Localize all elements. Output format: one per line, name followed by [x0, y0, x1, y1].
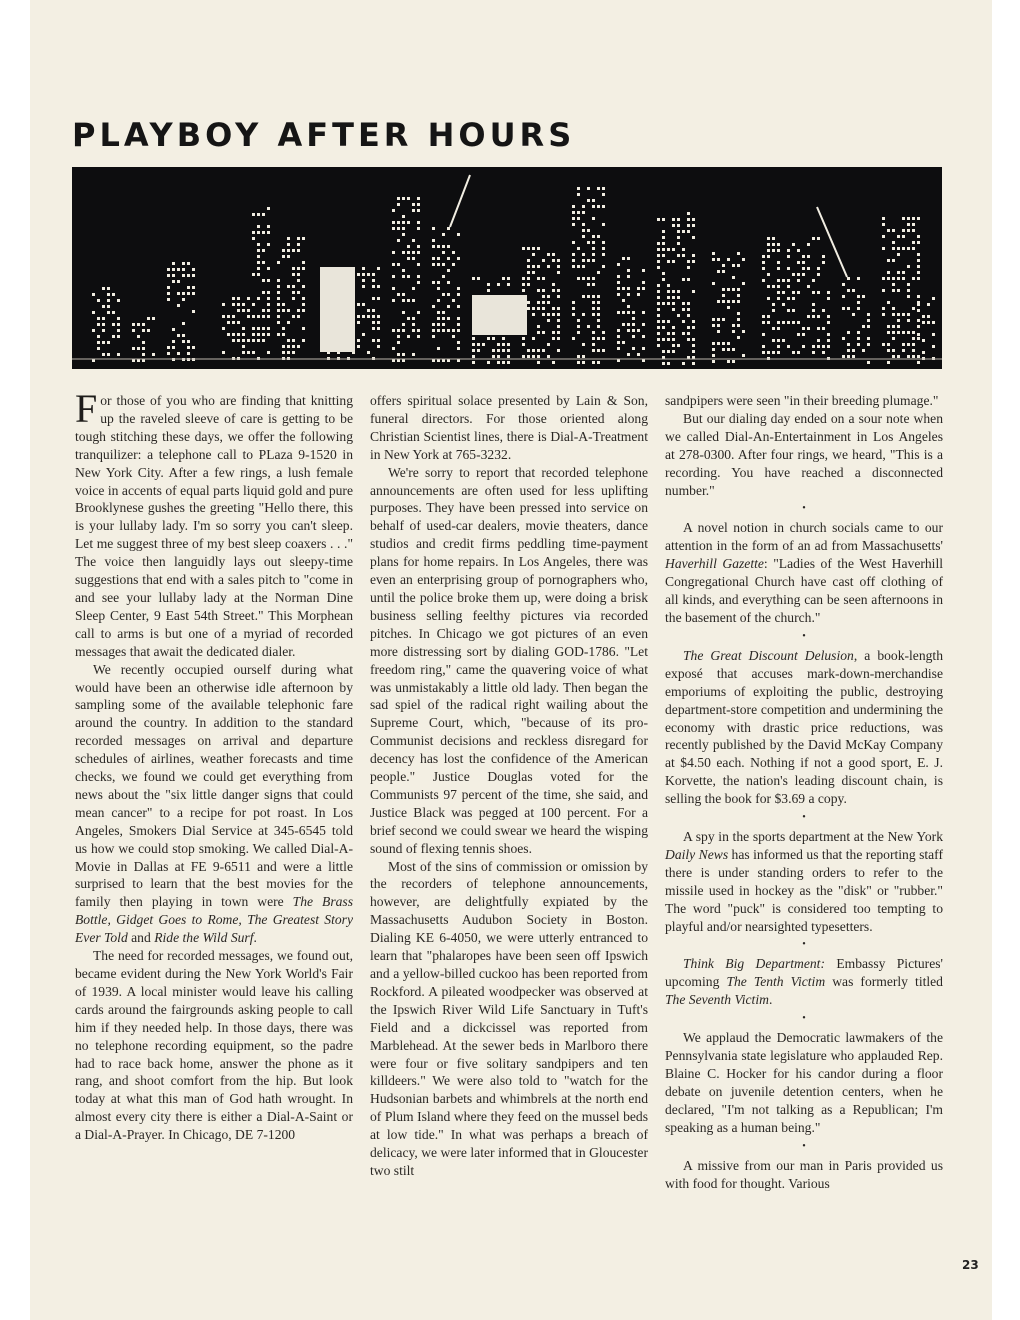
item-separator-dot: •: [802, 812, 806, 824]
item-separator-dot: •: [802, 1013, 806, 1025]
paragraph: But our dialing day ended on a sour note when we called Dial-An-Entertainment in Los Angeles at 278-0300. After four rings, we heard, "This is a recording. You have reached a disconnected number.": [665, 410, 943, 498]
newspaper-name: Daily News: [665, 846, 729, 862]
paragraph: The need for recorded messages, we found out, became evident during the New York World's Fair of 1939. A local minister would leave his calling cards around the fairgrounds asking people to call him if they needed help. In those days, there was no telephone recording equipment, so the padre had to race back home, answer the phone as it rang, and shoot comfort from the hip. But look today at what this man of God hath wrought. In almost every city there is either a Dial-A-Saint or a Dial-A-Prayer. In Chicago, DE 7-1200: [75, 948, 353, 1143]
paragraph-continued: offers spiritual solace presented by Lain & Son, funeral directors. For those oriented along Christian Scientist lines, there is Dial-A-Treatment in New York at 765-3232.: [370, 393, 648, 462]
city-skyline-illustration: [72, 167, 942, 369]
item-separator-dot: •: [802, 1140, 806, 1152]
book-title: The Great Discount Delusion: [683, 647, 854, 663]
column-1: [75, 386, 353, 1144]
newspaper-name: Haverhill Gazette: [665, 556, 764, 572]
item-separator-dot: •: [802, 503, 806, 515]
page-number: 23: [962, 1258, 979, 1272]
paragraph: A spy in the sports department at the New York Daily News has informed us that the reporting staff there is under standing orders to refer to the missile used in hockey as the "disk" or "rubber." The word "puck" is considered too tempting to playful and/or nearsighted typesetters.: [665, 829, 943, 934]
paragraph: A novel notion in church socials came to our attention in the form of an ad from Massachusetts' Haverhill Gazette: "Ladies of the West Haverhill Congregational Church have cast off clothing of all kinds, and everything can be seen afternoons in the basement of the church.": [665, 520, 944, 625]
film-title: The Seventh Victim: [665, 992, 769, 1008]
item-separator-dot: •: [802, 939, 806, 951]
paragraph: The Great Discount Delusion, a book-length exposé that accuses mark-down-merchandise emporiums of exploiting the public, destroying department-store competition and undermining the economy with drastic price reductions, was recently published by the David McKay Company at $4.50 each. Nothing if not a good sport, E. J. Korvette, the nation's leading discount chain, is selling the book for $3.69 a copy.: [665, 647, 944, 807]
drop-cap: F: [75, 386, 98, 431]
column-2: [370, 392, 648, 1180]
paragraph: Most of the sins of commission or omission by the recorders of telephone announcements, however, are delightfully expiated by the Massachusetts Audubon Society in Boston. Dialing KE 6-4050, we were utterly entranced to learn that "phalaropes have been seen off Ipswich and a yellow-billed cuckoo has been reported from Rockford. A pileated woodpecker was observed at the Ipswich River Wild Life Sanctuary in Tuft's Field and a dickcissel was reported from Marblehead. At the sewer beds in Marlboro there were four or five solitary sandpipers and ten killdeers." We were also told to "watch for the Hudsonian barbets and whimbrels at the north end of Plum Island where they feed on the mussel beds at low tide." In what was perhaps a breach of delicacy, we were later informed that in Gloucester two stilt: [370, 858, 648, 1178]
movie-titles: The Brass Bottle, Gidget Goes to Rome, The Greatest Story Ever Told: [75, 894, 353, 946]
department-label: Think Big Department:: [683, 956, 825, 972]
paragraph-continued: sandpipers were seen "in their breeding plumage.": [665, 393, 939, 408]
item-separator-dot: •: [802, 630, 806, 642]
paragraph: We recently occupied ourself during what would have been an otherwise idle afternoon by sampling some of the available telephonic fare around the country. In addition to the standard recorded messages on arrival and departure schedules of airlines, weather forecasts and time checks, we found we could get everything from news about the "six little danger signs that could mean cancer" to a recipe for pot roast. In Los Angeles, Smokers Dial Service at 345-6545 told us how we could stop smoking. We called Dial-A-Movie in Dallas at FE 9-6511 and were a little surprised to learn that the best movies for the family then playing in town were The Brass Bottle, Gidget Goes to Rome, The Greatest Story Ever Told and Ride the Wild Surf.: [75, 661, 353, 946]
paragraph: We're sorry to report that recorded telephone announcements are often used for less uplifting purposes. They have been pressed into service on behalf of used-car dealers, movie theaters, dance studios and credit firms peddling time-payment plans for home repairs. In Los Angeles, there was even an enterprising group of pornographers who, until the police broke them up, were doing a brisk business selling feelthy pictures via recorded pitches. In Chicago we got pictures of an even more distressing sort by dialing GOD-1786. "Let freedom ring," came the quavering voice of what was unmistakably a little old lady. Then began the sad spiel of the radical right wailing about the Supreme Court, which, "because of its pro-Communist decisions and reckless disregard for decency has lost the confidence of the American people." Justice Douglas voted for the Communists 97 percent of the time, she said, and Justice Black was pegged at 100 percent. For a brief second we could swear we heard the wisping sound of flexing tennis shoes.: [370, 464, 648, 856]
column-3: [665, 392, 943, 1192]
paragraph: Think Big Department: Embassy Pictures' upcoming The Tenth Victim was formerly titled The Seventh Victim.: [665, 956, 943, 1008]
paragraph: We applaud the Democratic lawmakers of the Pennsylvania state legislature who applauded Rep. Blaine C. Hocker for his candor during a floor debate on juvenile detention centers, when he declared, "I'm not talking as a Republican; I'm speaking as a human being.": [665, 1030, 943, 1135]
film-title: The Tenth Victim: [726, 974, 826, 990]
section-heading: PLAYBOY AFTER HOURS: [72, 116, 576, 154]
movie-title: Ride the Wild Surf: [154, 930, 254, 946]
paragraph: A missive from our man in Paris provided us with food for thought. Various: [665, 1157, 943, 1191]
opening-paragraph: For those of you who are finding that knitting up the raveled sleeve of care is getting to be tough stitching these days, we offer the following tranquilizer: a telephone call to PLaza 9-1520 in New York City. After a few rings, a lush female voice in accents of equal parts liquid gold and pure Brooklynese gushes the greeting "Hello there, this is your lullaby lady. I'm so sorry you can't sleep. Let me suggest three of my best sleep coaxers . . ." The voice then languidly lays out sleepy-time suggestions that end with a sales pitch to "come in and see your lullaby lady at the Norman Dine Sleep Center, 9 East 54th Street." This Morphean call to arms is but one of a myriad of recorded messages that await the dedicated dialer.: [75, 386, 353, 659]
